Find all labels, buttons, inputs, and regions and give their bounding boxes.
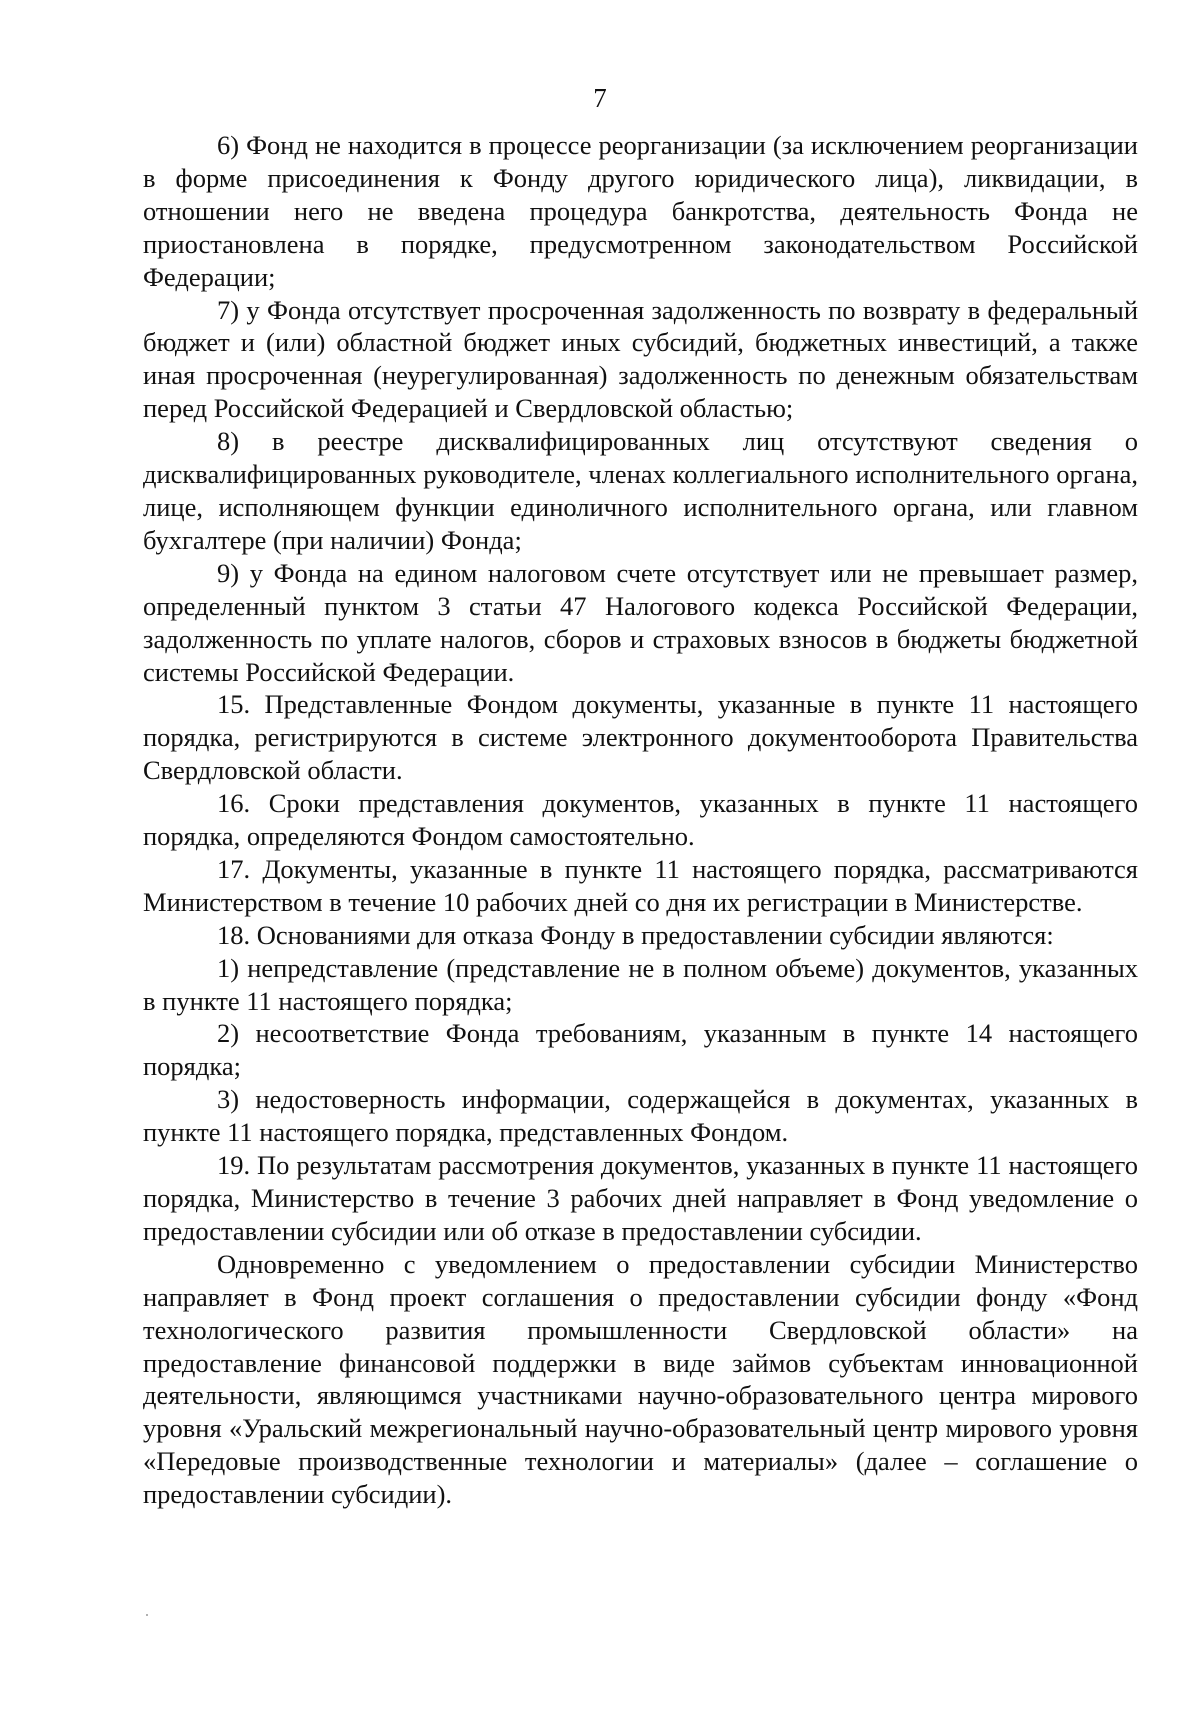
page-number: 7 bbox=[593, 83, 607, 113]
paragraph-clause-18: 18. Основаниями для отказа Фонду в предоставлении субсидии являются: bbox=[217, 919, 1054, 950]
paragraph-item-6: 6) Фонд не находится в процессе реорганизации (за исключением реорганизации в форме присоединения к Фонду другого юридического лица), ликвидации, в отношении него не введена процедура банкротства, деятельность Фонда не приостановлена в порядке, предусмотренном законодательством Российской Федерации; bbox=[143, 130, 1138, 292]
scan-speck bbox=[146, 1614, 148, 1616]
paragraph-item-9: 9) у Фонда на едином налоговом счете отсутствует или не превышает размер, определенный пунктом 3 статьи 47 Налогового кодекса Российской Федерации, задолженность по уплате налогов, сборов и страховых взносов в бюджеты бюджетной системы Российской Федерации. bbox=[143, 557, 1138, 687]
paragraph-agreement: Одновременно с уведомлением о предоставлении субсидии Министерство направляет в Фонд проект соглашения о предоставлении субсидии фонду «Фонд технологического развития промышленности Свердловской области» на предоставление финансовой поддержки в виде займов субъектам инновационной деятельности, являющимся участниками научно-образовательного центра мирового уровня «Уральский межрегиональный научно-образовательный центр мирового уровня «Передовые производственные технологии и материалы» (далее – соглашение о предоставлении субсидии). bbox=[143, 1248, 1138, 1510]
paragraph-clause-19: 19. По результатам рассмотрения документов, указанных в пункте 11 настоящего порядка, Министерство в течение 3 рабочих дней направляет в Фонд уведомление о предоставлении субсидии или об отказе в предоставлении субсидии. bbox=[143, 1150, 1138, 1246]
paragraph-clause-17: 17. Документы, указанные в пункте 11 настоящего порядка, рассматриваются Министерством в течение 10 рабочих дней со дня их регистрации в Министерстве. bbox=[143, 853, 1138, 917]
document-body bbox=[143, 129, 1138, 1511]
paragraph-reason-2: 2) несоответствие Фонда требованиям, указанным в пункте 14 настоящего порядка; bbox=[143, 1018, 1138, 1082]
paragraph-clause-15: 15. Представленные Фондом документы, указанные в пункте 11 настоящего порядка, регистрируются в системе электронного документооборота Правительства Свердловской области. bbox=[143, 689, 1138, 786]
paragraph-reason-3: 3) недостоверность информации, содержащейся в документах, указанных в пункте 11 настоящего порядка, представленных Фондом. bbox=[143, 1084, 1138, 1148]
paragraph-item-7: 7) у Фонда отсутствует просроченная задолженность по возврату в федеральный бюджет и (или) областной бюджет иных субсидий, бюджетных инвестиций, а также иная просроченная (неурегулированная) задолженность по денежным обязательствам перед Российской Федерацией и Свердловской областью; bbox=[143, 294, 1138, 424]
paragraph-reason-1: 1) непредставление (представление не в полном объеме) документов, указанных в пункте 11 настоящего порядка; bbox=[143, 952, 1138, 1016]
paragraph-item-8: 8) в реестре дисквалифицированных лиц отсутствуют сведения о дисквалифицированных руководителе, членах коллегиального исполнительного органа, лице, исполняющем функции единоличного исполнительного органа, или главном бухгалтере (при наличии) Фонда; bbox=[143, 426, 1138, 555]
paragraph-clause-16: 16. Сроки представления документов, указанных в пункте 11 настоящего порядка, определяются Фондом самостоятельно. bbox=[143, 788, 1138, 852]
